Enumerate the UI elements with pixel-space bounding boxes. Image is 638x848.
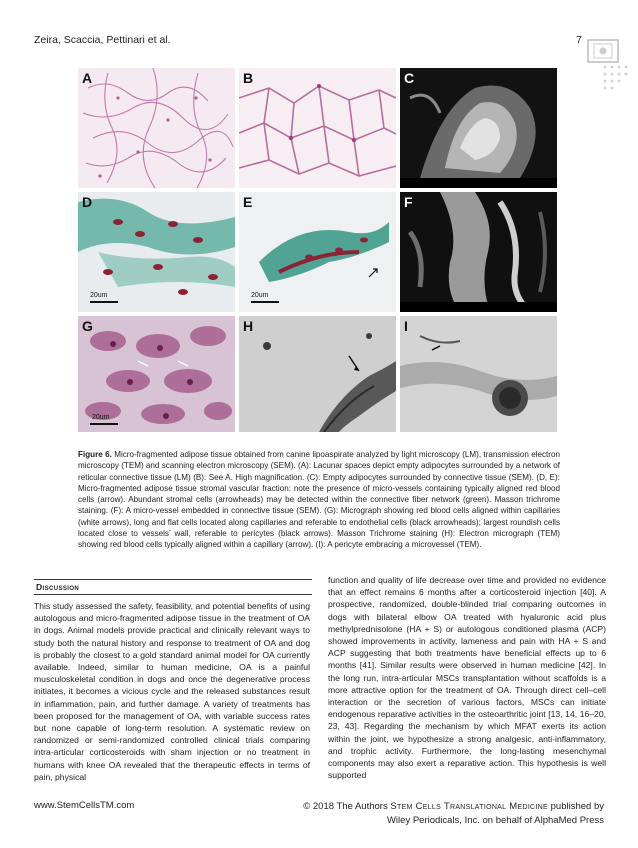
panel-label-g: G bbox=[82, 318, 93, 334]
panel-label-c: C bbox=[404, 70, 415, 86]
panel-label-e: E bbox=[243, 194, 253, 210]
section-heading-discussion: Discussion bbox=[34, 579, 312, 595]
panel-h-tem bbox=[239, 316, 396, 436]
panel-a-micrograph bbox=[78, 68, 235, 188]
panel-g-trichrome bbox=[78, 316, 235, 436]
footer-journal-name: Stem Cells Translational Medicine bbox=[390, 801, 548, 812]
panel-label-d: D bbox=[82, 194, 93, 210]
panel-i-micrograph bbox=[400, 316, 557, 432]
panel-label-i: I bbox=[404, 318, 408, 334]
panel-label-a: A bbox=[82, 70, 93, 86]
figure-caption-text: Micro-fragmented adipose tissue obtained from canine lipoaspirate analyzed by light microscopy (LM), transmission electron microscopy (TEM) and scanning electron microscopy (SEM). (A): Lacunar spaces depict empty adipocytes surrounded by a network of reticular connective tissue (LM) (B): See A. High magnification. (C): Empty adipocytes surrounded by connective tissue (SEM). (D, E): Micro-fragmented adipose tissue stromal vascular fraction: note the presence of micro-vessels containing typically aligned red blood cells (arrow). Abundant stromal cells (arrowheads) may be detected within the connective fiber network (green). Masson trichrome staining. (F): A micro-vessel embedded in connective tissue (SEM). (G): Micrograph showing red blood cells aligned within capillaries (white arrows), long and flat cells located along capillaries and referable to endothelial cells (black arrowheads); largest roundish cells located close to vessels’ wall, referable to pericytes (black arrows). Masson Trichrome staining (H): Electron micrograph (TEM) showing red blood cells typically aligned within a capillary (arrow). (I): A pericyte embracing a microvessel (TEM). bbox=[78, 450, 561, 550]
running-head bbox=[34, 34, 582, 46]
journal-corner-logo bbox=[586, 38, 620, 64]
scale-bar-d: 20um bbox=[90, 292, 108, 299]
footer-published-by: published by bbox=[550, 801, 604, 812]
panel-label-h: H bbox=[243, 318, 254, 334]
panel-c-micrograph bbox=[400, 68, 557, 188]
footer-publisher: Wiley Periodicals, Inc. on behalf of AlphaMed Press bbox=[386, 815, 604, 826]
panel-c-sem bbox=[400, 68, 557, 188]
scale-bar-g: 20um bbox=[92, 414, 110, 421]
footer-website: www.StemCellsTM.com bbox=[34, 800, 135, 811]
page-number: 7 bbox=[576, 34, 582, 46]
panel-b-lm-high bbox=[239, 68, 396, 188]
figure-caption bbox=[78, 449, 560, 551]
panel-e-trichrome bbox=[239, 192, 396, 312]
panel-label-f: F bbox=[404, 194, 413, 210]
panel-d-trichrome bbox=[78, 192, 235, 312]
panel-h-micrograph bbox=[239, 316, 396, 432]
figure-caption-label: Figure 6. bbox=[78, 450, 112, 459]
figure-6 bbox=[78, 68, 558, 432]
panel-label-b: B bbox=[243, 70, 254, 86]
panel-f-micrograph bbox=[400, 192, 557, 312]
footer-copyright bbox=[303, 800, 604, 828]
discussion-column-left: This study assessed the safety, feasibility, and potential benefits of using autologous and micro-fragmented adipose tissue in the treatment of OA in dogs. Animal models provide practical and clinically relevant ways to study both the natural history and response to treatment of OA and dog is probably the closest to a gold standard animal model for OA currently available. Indeed, similar to human medicine, OA is a painful musculoskeletal condition in dogs and once the degenerative process initiates, it becomes a vicious cycle and the released substances result in inflammation, pain, and further damage. A variety of treatments has been proposed for the management of OA, with variable success rates but none capable of long-term resolution. A systematic review on randomized or semi-randomized controlled clinical trials comparing intra-articular corticosteroids with sham injection or no treatment in humans with knee OA revealed that the therapeutic effects in terms of pain, physical bbox=[34, 601, 310, 782]
panel-a-lm-low bbox=[78, 68, 235, 188]
scale-bar-e: 20um bbox=[251, 292, 269, 299]
panel-i-tem bbox=[400, 316, 557, 436]
footer-copyright-text: © 2018 The Authors bbox=[303, 801, 388, 812]
running-head-authors: Zeira, Scaccia, Pettinari et al. bbox=[34, 34, 171, 46]
panel-f-sem bbox=[400, 192, 557, 312]
panel-b-micrograph bbox=[239, 68, 396, 188]
discussion-column-right: function and quality of life decrease over time and provided no evidence that an effect remains 6 months after a corticosteroid injection [40]. A prospective, randomized, double-blinded trial comparing outcomes in dogs with bilateral elbow OA treated with hyaluronic acid plus methylprednisolone (HA + S) or autologous conditioned plasma (ACP) showed improvements in activity, lameness and pain with HA + S and ACP suggesting that both treatments have beneficial effects up to 6 months [41]. Similar results were observed in human medicine [42]. In the long run, intra-articular MSCs transplantation without scaffolds is a more attractive option for the treatment of OA. Through direct cell–cell interaction or the secretion of various factors, MSCs can initiate endogenous reparative activities in the osteoarthritic joint [13, 14, 16–20, 23, 43]. Regarding the mechanism by which MFAT exerts its action within the joint, we hypothesize a strong analgesic, anti-inflammatory, and trophic activity. Furthermore, the long-lasting mesenchymal components may also exert a reparative action. This hypothesis is well supported bbox=[328, 575, 606, 781]
decorative-dot-grid bbox=[602, 64, 632, 94]
